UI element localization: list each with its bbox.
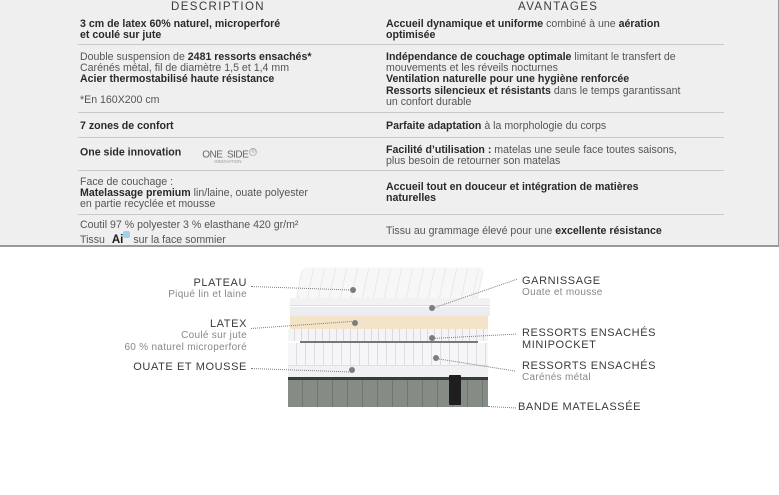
advantage-cell xyxy=(386,226,726,237)
label-ouate-mousse xyxy=(133,361,247,373)
label-subtitle: Piqué lin et laine xyxy=(168,289,247,300)
registered-icon: ® xyxy=(251,149,256,155)
label-bande-matelassee xyxy=(518,401,641,413)
label-subtitle: Coulé sur jute xyxy=(181,330,247,341)
header-advantages: AVANTAGES xyxy=(518,1,599,13)
text-bold: optimisée xyxy=(386,29,436,42)
text-bold: Ressorts silencieux et résistants xyxy=(386,84,551,97)
text-bold: naturelles xyxy=(386,192,437,205)
label-plateau xyxy=(168,277,247,301)
text: Tissu au grammage élevé pour une xyxy=(386,225,556,237)
text: Face de couchage : xyxy=(80,176,174,188)
label-title: BANDE MATELASSÉE xyxy=(518,401,642,413)
advantage-cell xyxy=(386,52,726,108)
text-bold: excellente résistance xyxy=(555,225,662,237)
text-bold: Accueil tout en douceur et intégration de matières xyxy=(386,181,639,193)
layer-garnissage-2 xyxy=(290,307,490,316)
table-row xyxy=(78,172,724,215)
table-row xyxy=(78,46,724,113)
label-title: PLATEAU xyxy=(193,277,247,289)
text-bold: Matelassage premium xyxy=(80,187,191,200)
pointer-dot xyxy=(349,367,355,373)
description-cell xyxy=(80,145,380,164)
label-title: MINIPOCKET xyxy=(522,339,597,351)
table-row xyxy=(78,216,724,246)
layer-minipocket xyxy=(288,329,488,341)
advantage-cell xyxy=(386,19,726,41)
text: limitant le transfert de xyxy=(571,51,676,63)
ai-logo-text: Ai xyxy=(111,234,124,247)
description-cell xyxy=(80,220,380,246)
text-bold: Accueil dynamique et uniforme xyxy=(386,18,544,30)
text-bold: aération xyxy=(618,18,660,30)
logo-word: ONE xyxy=(202,149,223,161)
text-bold: et coulé sur jute xyxy=(80,29,162,42)
pointer-dot xyxy=(352,320,358,326)
description-cell xyxy=(80,177,380,211)
leader-line xyxy=(488,406,516,408)
label-subtitle: 60 % naturel microperforé xyxy=(124,341,247,353)
text-bold: Acier thermostabilisé haute résistance xyxy=(80,73,275,86)
label-ressorts-minipocket xyxy=(522,327,656,351)
label-title: RESSORTS ENSACHÉS xyxy=(522,327,657,339)
label-latex xyxy=(124,318,247,353)
brand-tag-icon xyxy=(449,375,461,405)
advantage-cell xyxy=(386,182,726,204)
layer-plateau xyxy=(297,268,483,298)
label-ressorts-ensaches xyxy=(522,360,656,384)
text-bold: Ventilation naturelle pour une hygiène renforcée xyxy=(386,73,630,86)
spec-table xyxy=(0,0,779,247)
text: combiné à une xyxy=(543,18,619,30)
logo-subtitle: INNOVATION xyxy=(214,159,242,164)
description-cell xyxy=(80,52,380,106)
text-bold: Facilité d’utilisation : xyxy=(386,144,492,156)
text: matelas une seule face toutes saisons, xyxy=(491,144,677,156)
text: en partie recyclée et mousse xyxy=(80,198,216,211)
one-side-logo xyxy=(202,147,257,164)
text-bold: 7 zones de confort xyxy=(80,120,174,132)
table-row xyxy=(78,139,724,171)
label-title: GARNISSAGE xyxy=(522,275,601,287)
text-bold: 2481 ressorts ensachés* xyxy=(187,51,312,63)
label-title: LATEX xyxy=(209,318,247,330)
text: Tissu xyxy=(80,234,108,247)
advantage-cell xyxy=(386,121,726,132)
logo-word: SIDE xyxy=(226,149,249,161)
advantage-cell xyxy=(386,145,726,167)
table-row xyxy=(78,114,724,138)
ai-logo xyxy=(112,234,131,246)
table-row xyxy=(78,17,724,45)
text-bold: Indépendance de couchage optimale xyxy=(386,51,572,63)
label-subtitle: Carénés métal xyxy=(522,372,591,383)
label-title: OUATE ET MOUSSE xyxy=(133,361,247,373)
label-title: RESSORTS ENSACHÉS xyxy=(522,360,657,372)
text: plus besoin de retourner son matelas xyxy=(386,155,561,168)
text-bold: Parfaite adaptation xyxy=(386,120,482,132)
header-description: DESCRIPTION xyxy=(171,1,265,13)
text: Coutil 97 % polyester 3 % elasthane 420 gr/m² xyxy=(80,219,299,231)
text-bold: 3 cm de latex 60% naturel, microperforé xyxy=(80,18,281,30)
text: Carénés métal, fil de diamètre 1,5 et 1,4 mm xyxy=(80,62,290,75)
text: un confort durable xyxy=(386,95,472,108)
text: mouvements et les réveils nocturnes xyxy=(386,62,558,75)
text: sur la face sommier xyxy=(130,234,226,247)
footnote: *En 160X200 cm xyxy=(80,93,160,106)
text: à la morphologie du corps xyxy=(481,120,607,132)
text: Double suspension de xyxy=(80,51,188,63)
text: dans le temps garantissant xyxy=(550,84,681,97)
mattress-diagram xyxy=(0,250,779,495)
text: lin/laine, ouate polyester xyxy=(190,187,308,200)
label-subtitle: Ouate et mousse xyxy=(522,287,603,298)
text-bold: One side innovation xyxy=(80,146,182,159)
label-garnissage xyxy=(522,275,603,299)
description-cell xyxy=(80,121,380,132)
description-cell xyxy=(80,19,380,41)
